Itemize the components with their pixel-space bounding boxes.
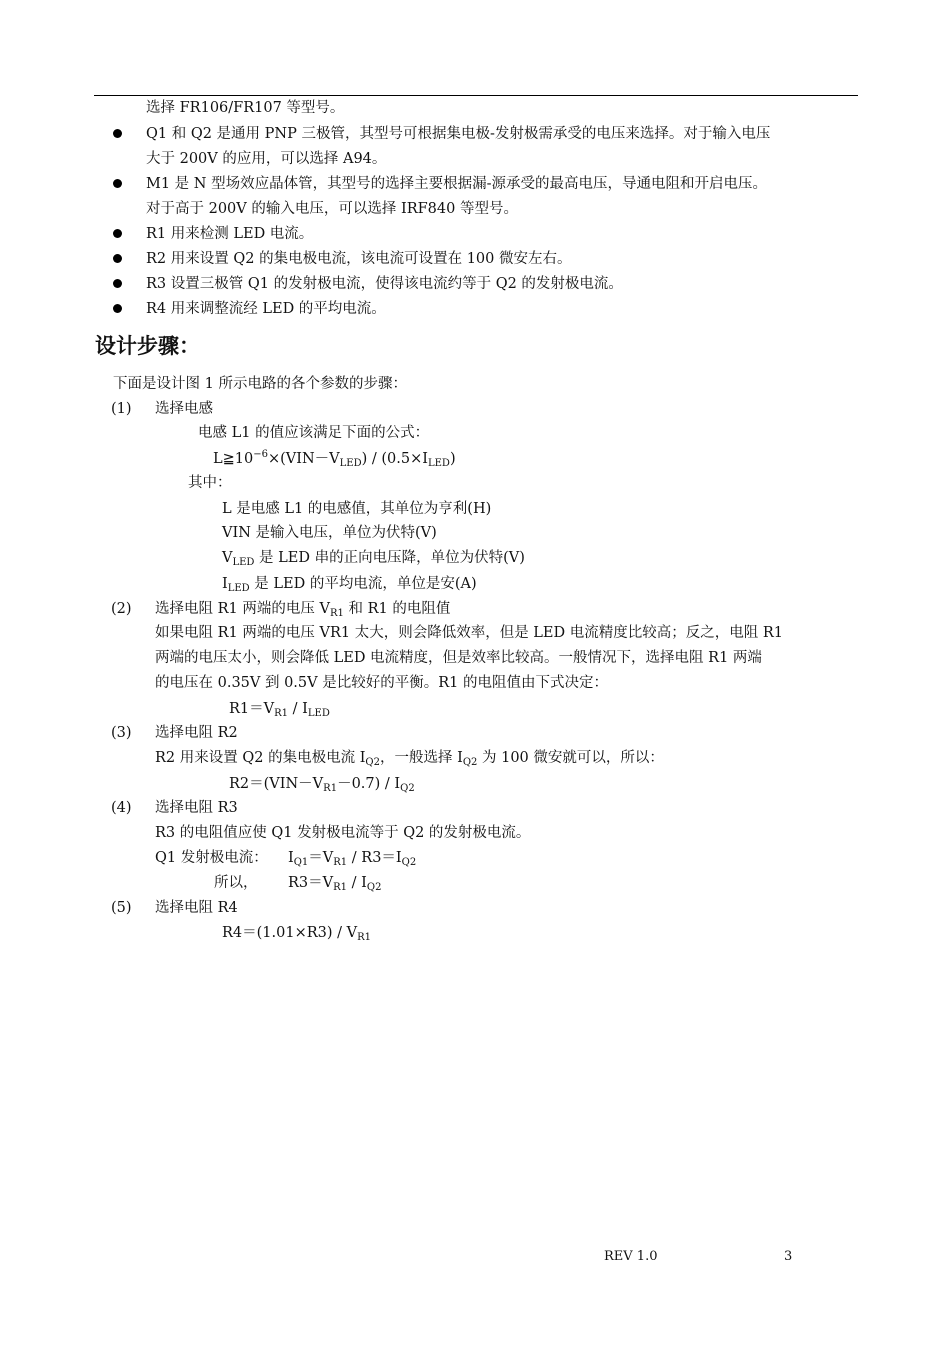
revision-label: REV 1.0 (604, 1249, 658, 1264)
paragraph-line: R2 用来设置 Q2 的集电极电流 $I_{Q2}$，一般选择 $I_{Q2}$ 为 100 微安就可以，所以： (155, 750, 664, 768)
step-title: 选择电感 (155, 401, 213, 417)
bullet-text: 对于高于 200V 的输入电压，可以选择 IRF840 等型号。 (146, 201, 518, 217)
step-number: (1) (111, 401, 132, 417)
bullet-icon (113, 304, 122, 313)
q1-current-formula: $I_{Q1}=V_{R1} / R3=I_{Q2}$ (288, 850, 417, 868)
bullet-icon (113, 254, 122, 263)
bullet-text: R3 设置三极管 Q1 的发射极电流，使得该电流约等于 Q2 的发射极电流。 (146, 276, 623, 292)
step-number: (5) (111, 900, 132, 916)
bullet-text: 大于 200V 的应用，可以选择 A94。 (146, 151, 387, 167)
bullet-text: Q1 和 Q2 是通用 PNP 三极管，其型号可根据集电极-发射极需承受的电压来选择。对于输入电压 (146, 126, 771, 142)
definition-line: L 是电感 L1 的电感值，其单位为亨利(H) (222, 501, 492, 517)
bullet-icon (113, 179, 122, 188)
step-title: 选择电阻 R2 (155, 725, 238, 741)
r1-formula: $R1=V_{R1} / I_{LED}$ (229, 701, 330, 719)
paragraph-line: 如果电阻 R1 两端的电压 VR1 太大，则会降低效率，但是 LED 电流精度比较高；反之，电阻 R1 (155, 625, 783, 641)
step-number: (3) (111, 725, 132, 741)
step-title: 选择电阻 R3 (155, 800, 238, 816)
bullet-text: R4 用来调整流经 LED 的平均电流。 (146, 301, 386, 317)
step-title: 选择电阻 R4 (155, 900, 238, 916)
continuation-line: 选择 FR106/FR107 等型号。 (146, 100, 345, 116)
r4-formula: $R4=(1.01\times R3) / V_{R1}$ (222, 925, 372, 943)
paragraph-line: R3 的电阻值应使 Q1 发射极电流等于 Q2 的发射极电流。 (155, 825, 531, 841)
step-number: (4) (111, 800, 132, 816)
bullet-icon (113, 129, 122, 138)
paragraph-line: 的电压在 0.35V 到 0.5V 是比较好的平衡。R1 的电阻值由下式决定： (155, 675, 608, 691)
where-label: 其中： (188, 475, 232, 491)
therefore-label: 所以， (214, 875, 258, 891)
step-number: (2) (111, 601, 132, 617)
definition-line: $V_{LED}$ 是 LED 串的正向电压降，单位为伏特(V) (222, 550, 525, 568)
bullet-text: R2 用来设置 Q2 的集电极电流，该电流可设置在 100 微安左右。 (146, 251, 572, 267)
r2-formula: $R2=(VIN-V_{R1}-0.7) / I_{Q2}$ (229, 776, 415, 794)
inductance-formula: $L≧10^{-6}\times(VIN-V_{LED}) / (0.5\times I_{LED})$ (213, 449, 456, 469)
paragraph-line: 两端的电压太小，则会降低 LED 电流精度，但是效率比较高。一般情况下，选择电阻 R1 两端 (155, 650, 762, 666)
bullet-icon (113, 279, 122, 288)
intro-text: 下面是设计图 1 所示电路的各个参数的步骤： (113, 376, 407, 392)
definition-line: VIN 是输入电压，单位为伏特(V) (222, 525, 437, 541)
bullet-icon (113, 229, 122, 238)
section-heading: 设计步骤： (95, 334, 200, 358)
bullet-text: M1 是 N 型场效应晶体管，其型号的选择主要根据漏-源承受的最高电压，导通电阻和开启电压。 (146, 176, 767, 192)
header-rule (94, 95, 858, 96)
page-number: 3 (784, 1249, 793, 1264)
r3-formula: $R3=V_{R1} / I_{Q2}$ (288, 875, 382, 893)
q1-current-label: Q1 发射极电流： (155, 850, 268, 866)
bullet-text: R1 用来检测 LED 电流。 (146, 226, 314, 242)
definition-line: $I_{LED}$ 是 LED 的平均电流，单位是安(A) (222, 576, 477, 594)
step-title: 选择电阻 R1 两端的电压 $V_{R1}$ 和 R1 的电阻值 (155, 601, 451, 619)
step-desc: 电感 L1 的值应该满足下面的公式： (198, 425, 430, 441)
